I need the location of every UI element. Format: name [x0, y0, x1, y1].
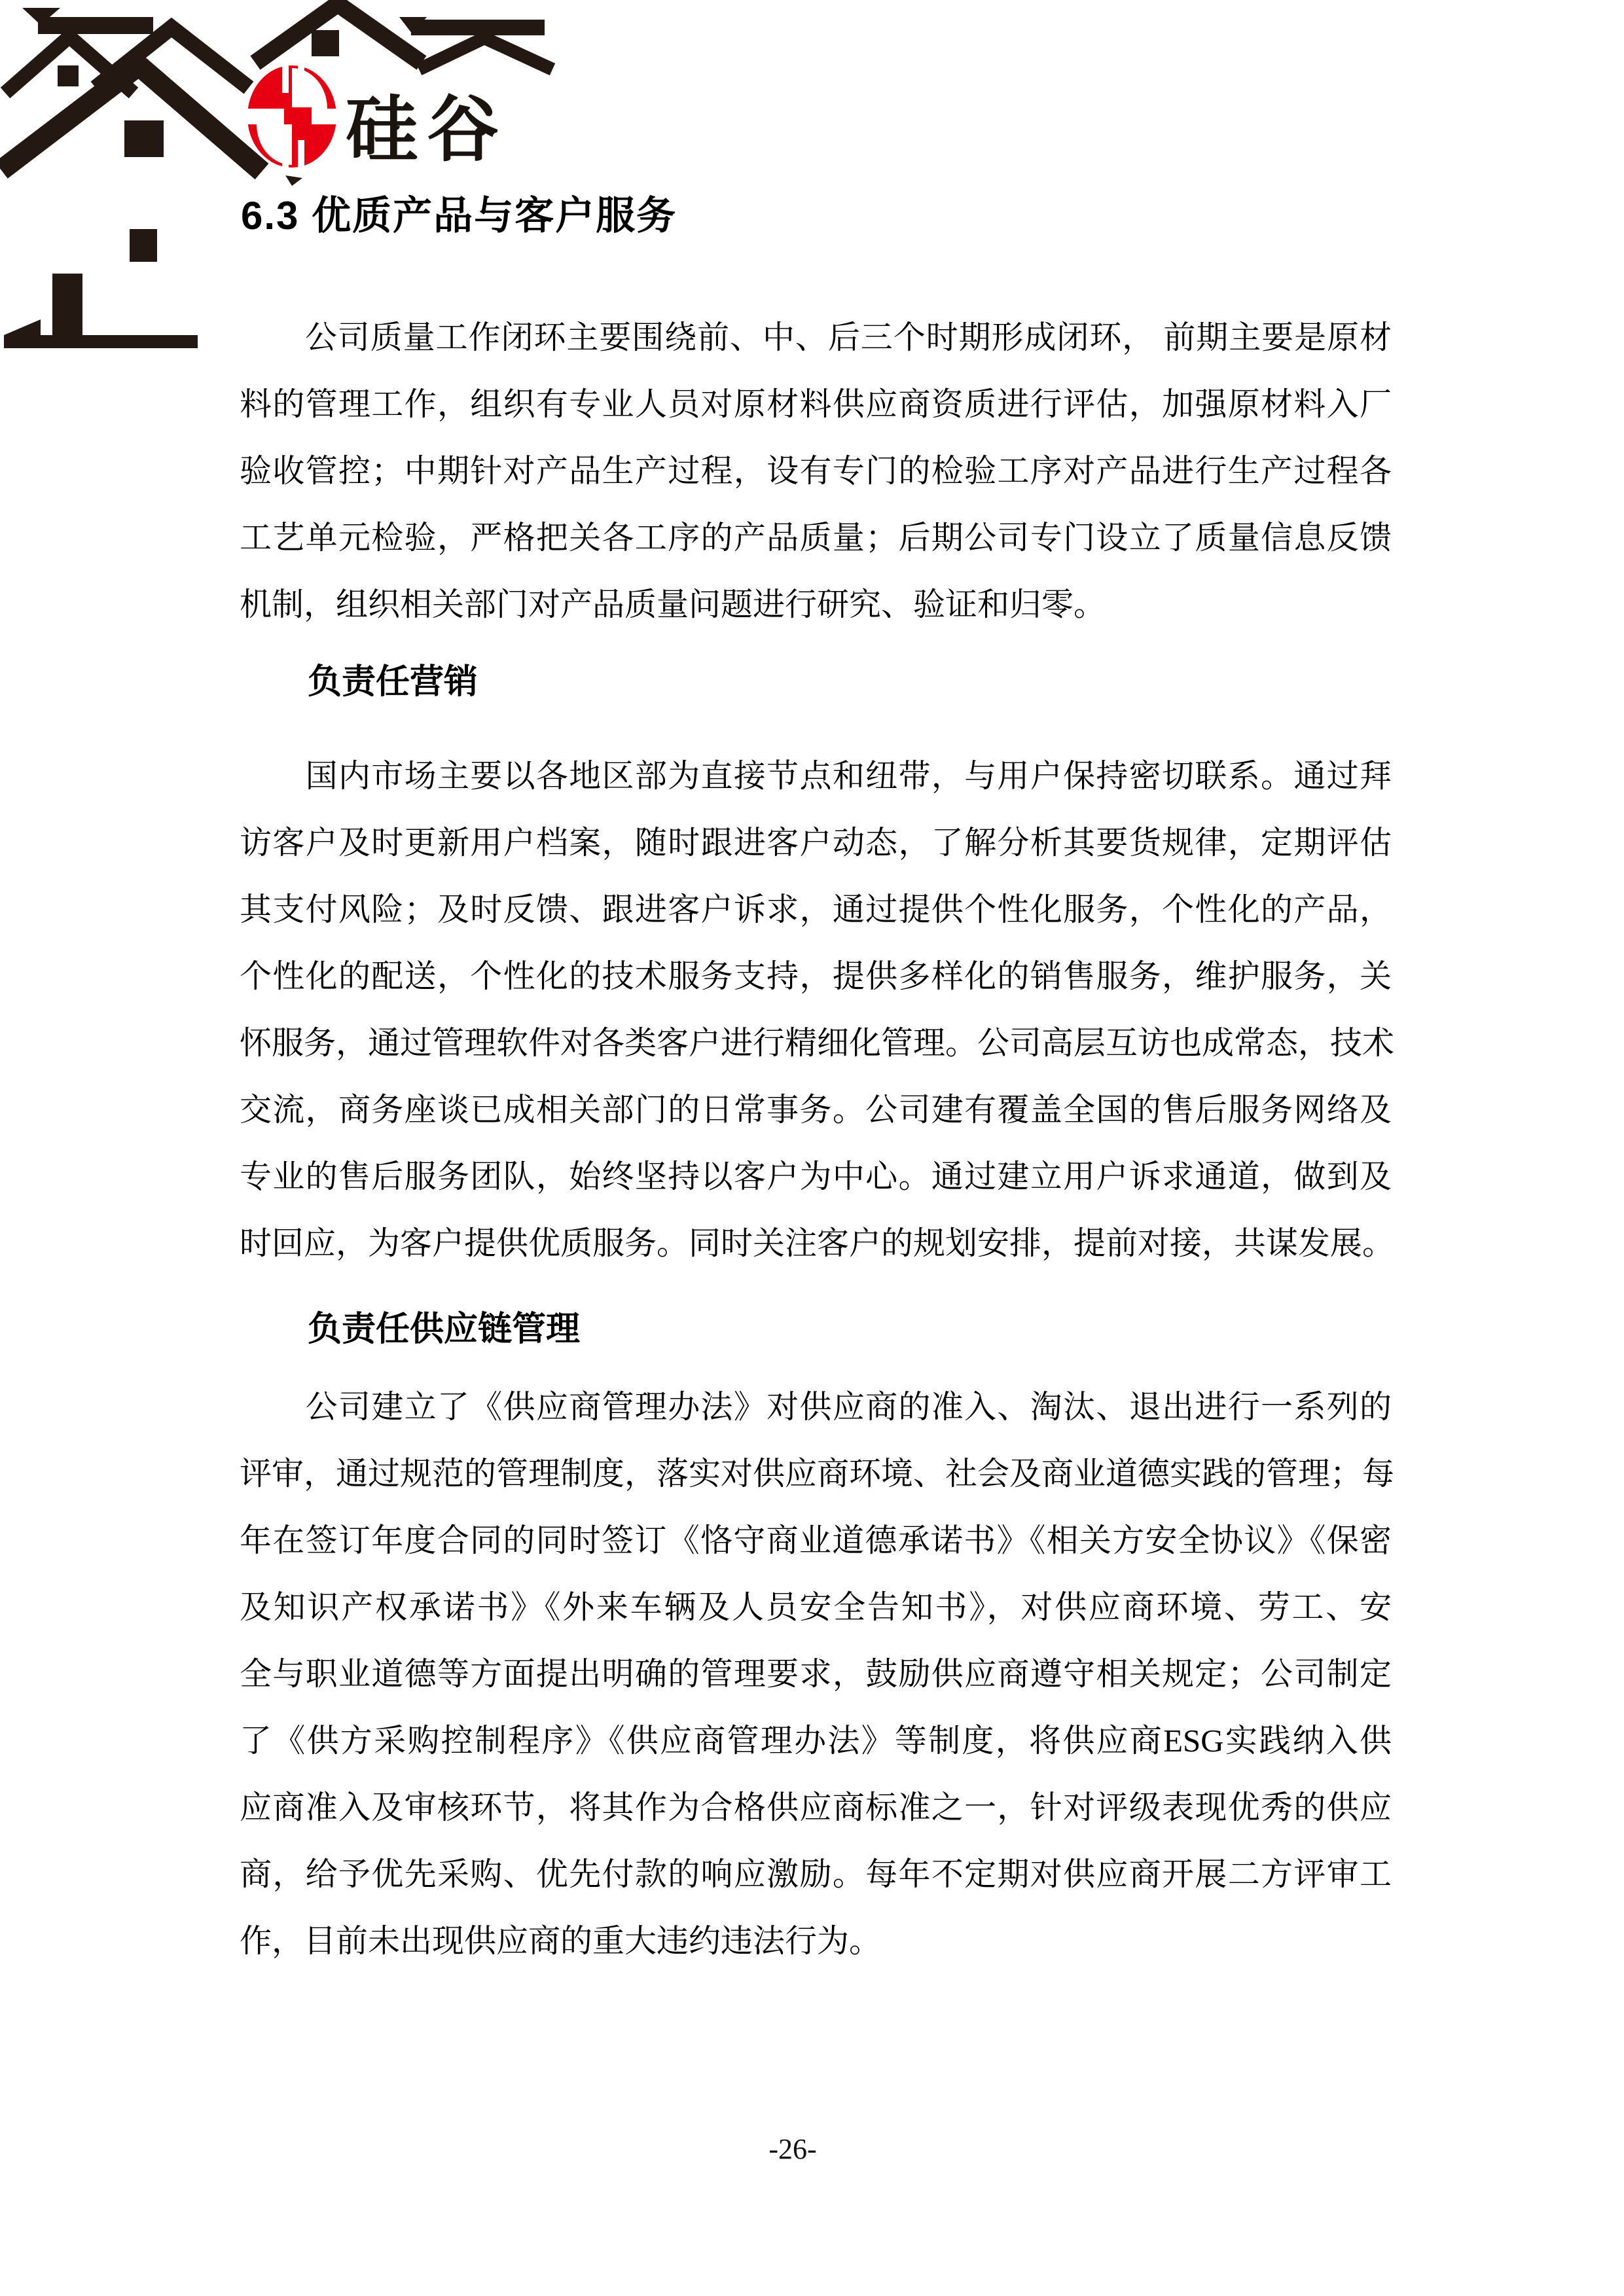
- text-line: 评审，通过规范的管理制度，落实对供应商环境、社会及商业道德实践的管理；每: [240, 1456, 1395, 1492]
- paragraph-responsible-marketing: [240, 743, 1395, 1277]
- text-line: 作，目前未出现供应商的重大违约违法行为。: [240, 1923, 882, 1959]
- text-line: 时回应，为客户提供优质服务。同时关注客户的规划安排，提前对接，共谋发展。: [240, 1225, 1395, 1261]
- text-line: 年在签订年度合同的同时签订《恪守商业道德承诺书》《相关方安全协议》《保密: [240, 1522, 1392, 1558]
- text-line: 商，给予优先采购、优先付款的响应激励。每年不定期对供应商开展二方评审工: [240, 1856, 1392, 1892]
- text-line: 国内市场主要以各地区部为直接节点和纽带，与用户保持密切联系。通过拜: [240, 758, 1392, 794]
- text-line: 公司建立了《供应商管理办法》对供应商的准入、淘汰、退出进行一系列的: [240, 1389, 1392, 1425]
- text-line: 料的管理工作，组织有专业人员对原材料供应商资质进行评估，加强原材料入厂: [240, 386, 1392, 422]
- subheading-responsible-supply-chain: 负责任供应链管理: [308, 1311, 581, 1348]
- subheading-responsible-marketing: 负责任营销: [308, 664, 478, 701]
- text-line: 了《供方采购控制程序》《供应商管理办法》等制度，将供应商ESG实践纳入供: [240, 1723, 1392, 1759]
- text-line: 验收管控；中期针对产品生产过程，设有专门的检验工序对产品进行生产过程各: [240, 453, 1392, 489]
- text-line: 交流，商务座谈已成相关部门的日常事务。公司建有覆盖全国的售后服务网络及: [240, 1092, 1392, 1128]
- text-line: 公司质量工作闭环主要围绕前、中、后三个时期形成闭环， 前期主要是原材: [240, 319, 1392, 355]
- text-line: 应商准入及审核环节，将其作为合格供应商标准之一，针对评级表现优秀的供应: [240, 1789, 1392, 1825]
- text-line: 专业的售后服务团队，始终坚持以客户为中心。通过建立用户诉求通道，做到及: [240, 1158, 1392, 1194]
- text-line: 个性化的配送，个性化的技术服务支持，提供多样化的销售服务，维护服务，关: [240, 958, 1392, 994]
- text-line: 及知识产权承诺书》《外来车辆及人员安全告知书》，对供应商环境、劳工、安: [240, 1589, 1392, 1625]
- rooftops-graphic: [1, 4, 552, 348]
- text-line: 工艺单元检验，严格把关各工序的产品质量；后期公司专门设立了质量信息反馈: [240, 520, 1392, 556]
- section-heading: 6.3 优质产品与客户服务: [241, 194, 677, 238]
- text-line: 机制，组织相关部门对产品质量问题进行研究、验证和归零。: [240, 586, 1106, 622]
- paragraph-quality-loop: [240, 304, 1392, 638]
- text-line: 全与职业道德等方面提出明确的管理要求，鼓励供应商遵守相关规定；公司制定: [240, 1656, 1392, 1692]
- text-line: 其支付风险；及时反馈、跟进客户诉求，通过提供个性化服务，个性化的产品，: [240, 891, 1392, 927]
- text-line: 访客户及时更新用户档案，随时跟进客户动态，了解分析其要货规律，定期评估: [240, 825, 1392, 861]
- page-number: -26-: [768, 2133, 817, 2165]
- text-line: 怀服务，通过管理软件对各类客户进行精细化管理。公司高层互访也成常态，技术: [240, 1025, 1395, 1061]
- paragraph-responsible-supply-chain: [240, 1374, 1395, 1975]
- brand-text: 硅谷: [346, 90, 508, 170]
